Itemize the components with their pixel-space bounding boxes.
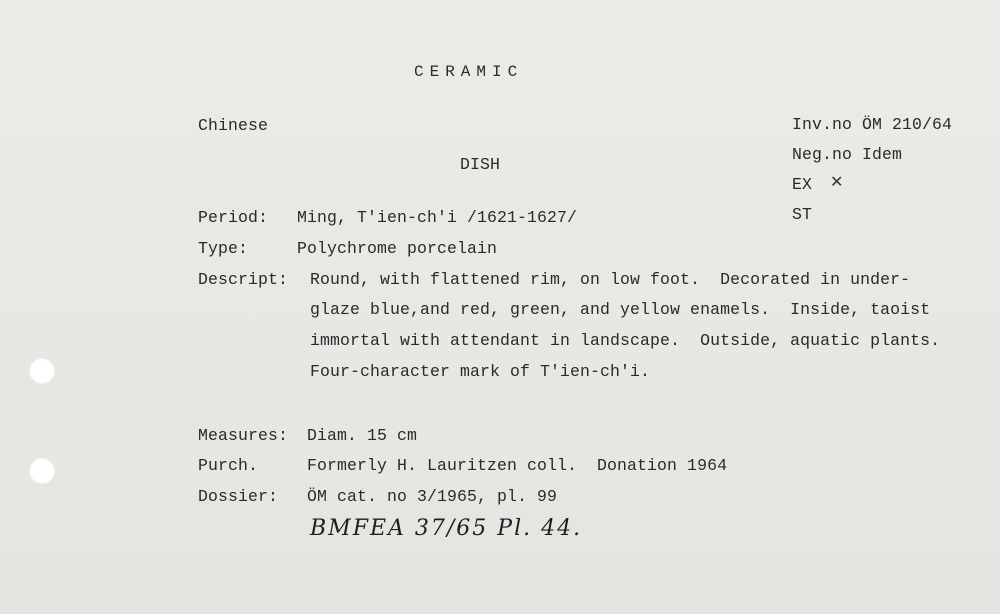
period-label: Period: [198, 208, 269, 227]
inventory-number: Inv.no ÖM 210/64 [792, 115, 953, 134]
descript-label: Descript: [198, 270, 289, 289]
handwritten-note: BMFEA 37/65 Pl. 44. [310, 516, 583, 541]
purch-label: Purch. [198, 456, 259, 475]
type-label: Type: [198, 239, 249, 258]
negative-number: Neg.no Idem [792, 145, 903, 164]
st-label: ST [792, 205, 813, 224]
measures-label: Measures: [198, 426, 289, 445]
purch-value: Formerly H. Lauritzen coll. Donation 1964 [307, 456, 728, 475]
descript-line: immortal with attendant in landscape. Outside, aquatic plants. [310, 331, 941, 350]
origin-text: Chinese [198, 116, 269, 135]
descript-line: glaze blue,and red, green, and yellow enamels. Inside, taoist [310, 300, 931, 319]
descript-line: Four-character mark of T'ien-ch'i. [310, 362, 651, 381]
punch-hole-upper [29, 358, 55, 384]
dossier-label: Dossier: [198, 487, 279, 506]
punch-hole-lower [29, 458, 55, 484]
dossier-value: ÖM cat. no 3/1965, pl. 99 [307, 487, 558, 506]
ex-label: EX [792, 175, 813, 194]
object-name: DISH [460, 155, 501, 174]
card-title: CERAMIC [414, 63, 524, 81]
type-value: Polychrome porcelain [297, 239, 498, 258]
ex-check-mark: ✕ [830, 172, 844, 191]
period-value: Ming, T'ien-ch'i /1621-1627/ [297, 208, 578, 227]
descript-line: Round, with flattened rim, on low foot. Decorated in under- [310, 270, 911, 289]
measures-value: Diam. 15 cm [307, 426, 418, 445]
